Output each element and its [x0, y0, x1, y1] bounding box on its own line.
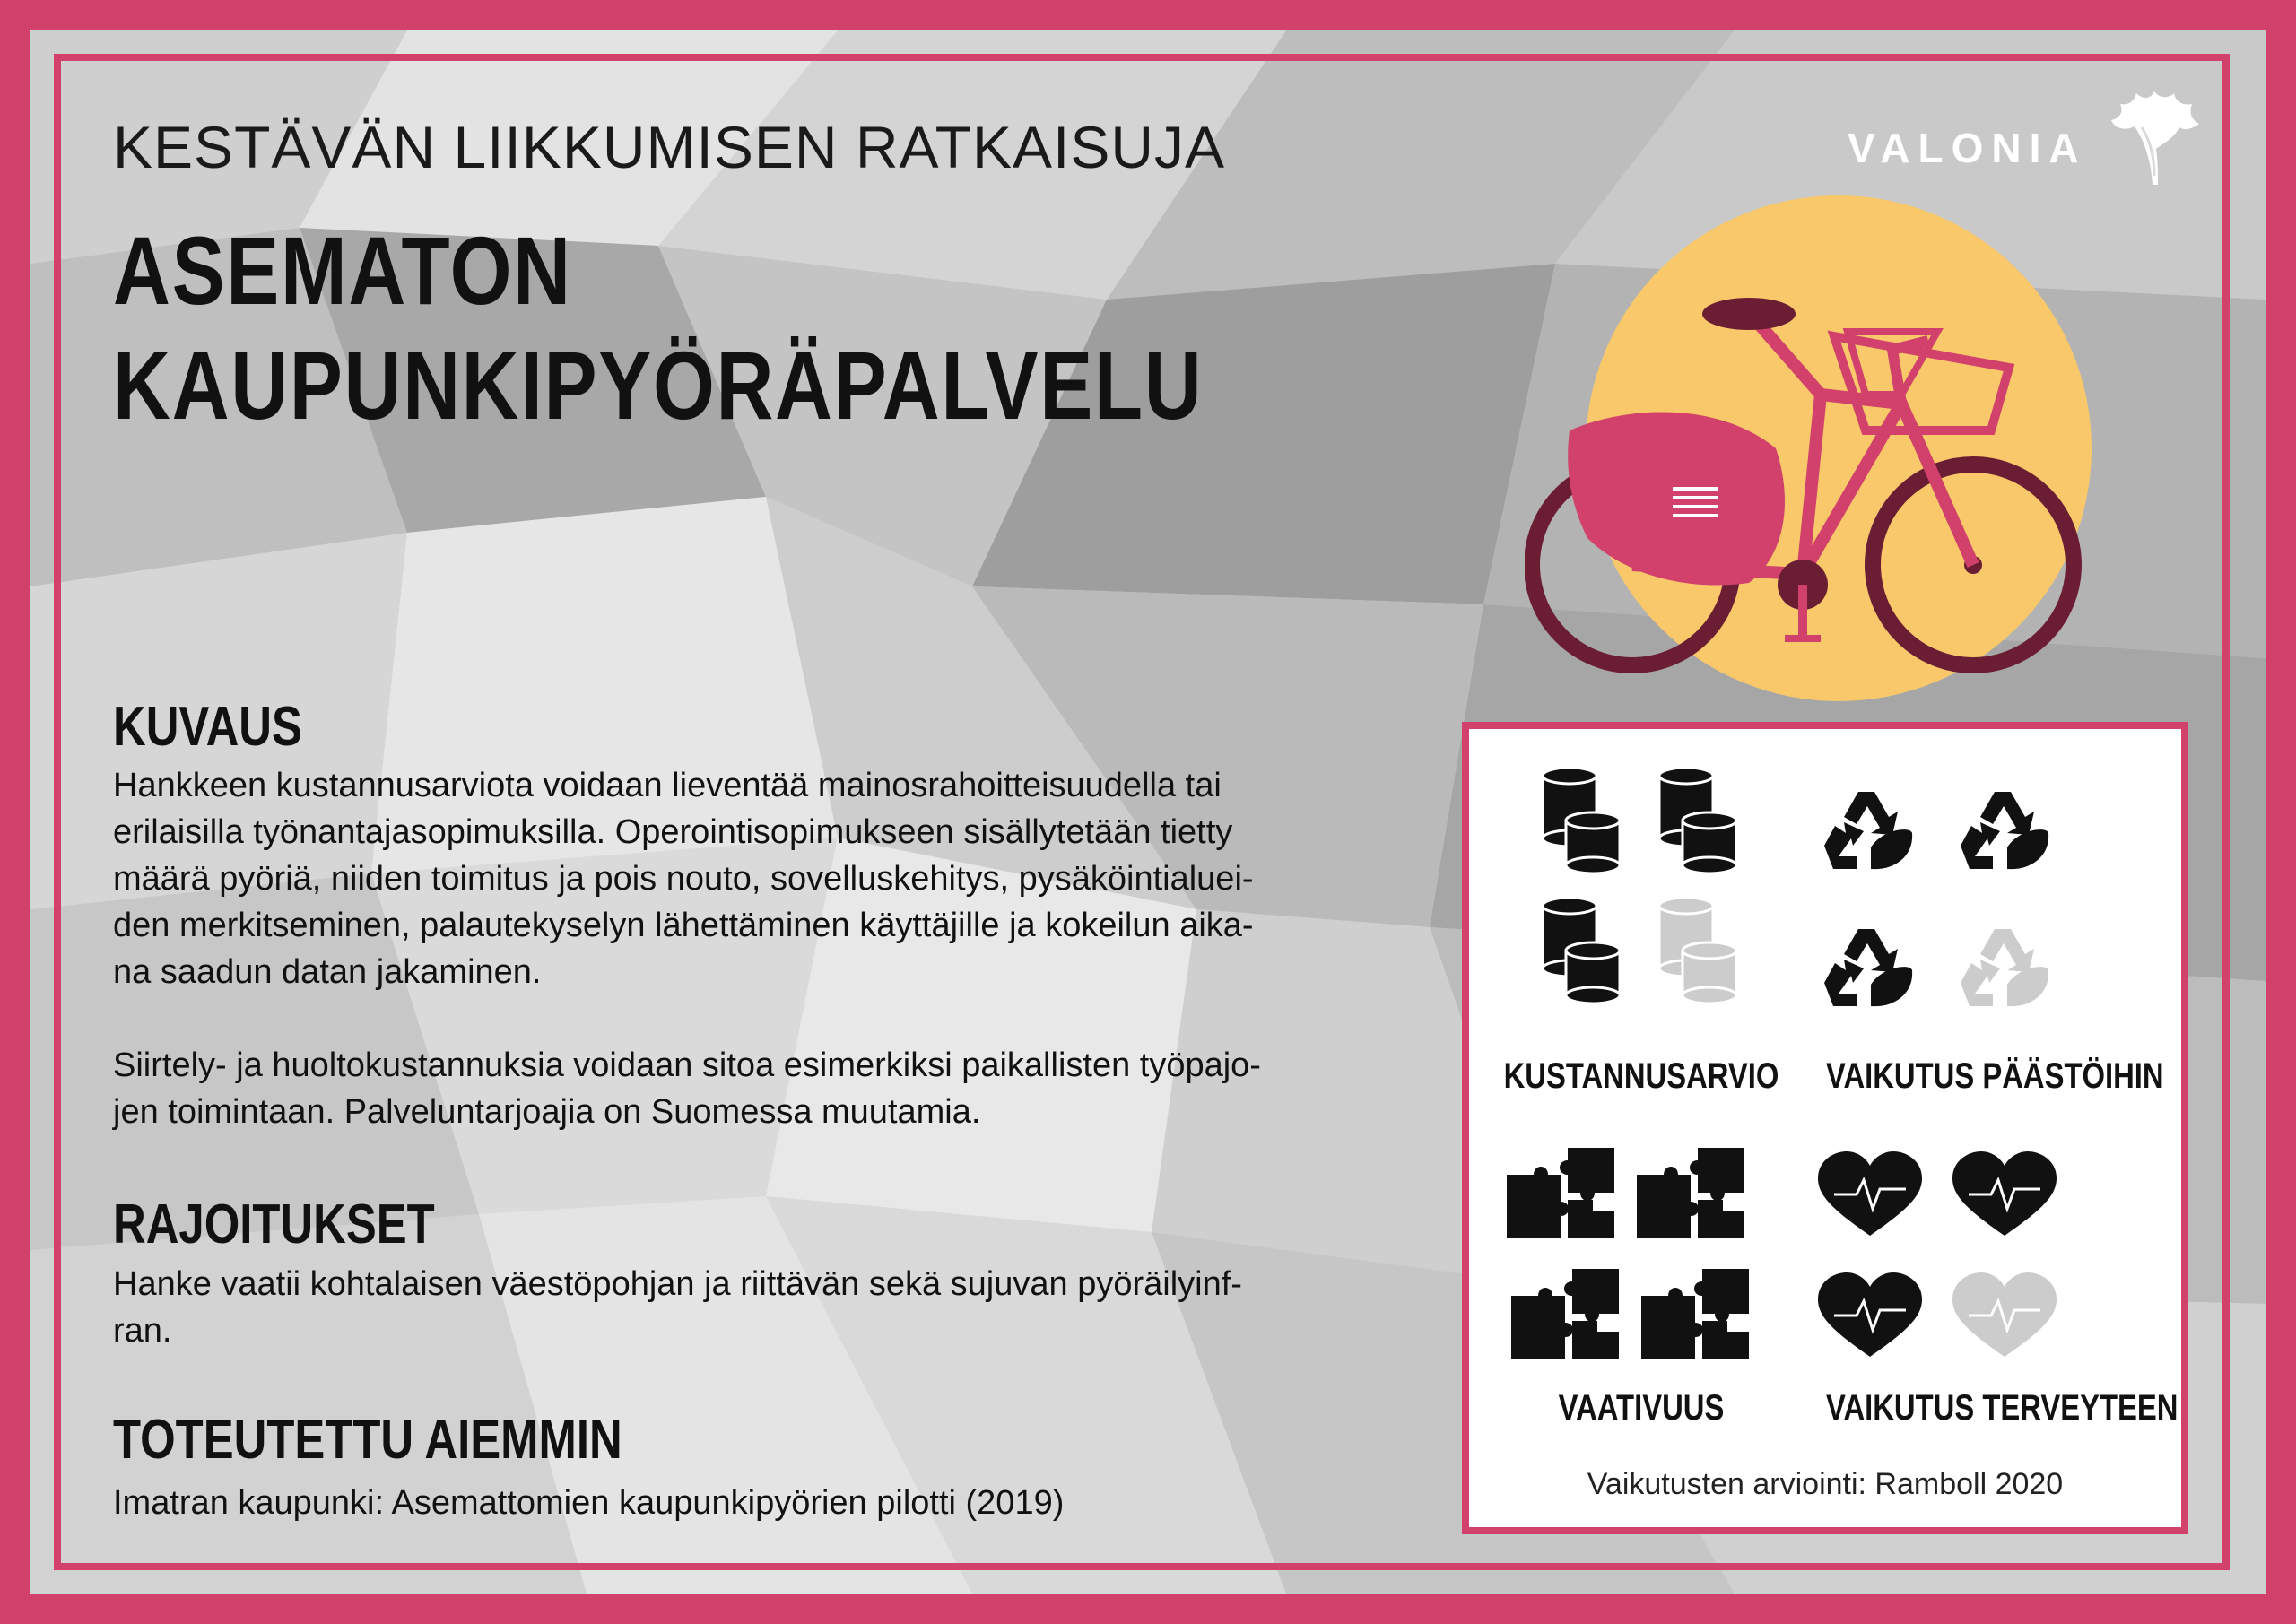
rating-label-terveys: VAIKUTUS TERVEYTEEN [1826, 1388, 2179, 1428]
rating-label-paastot: VAIKUTUS PÄÄSTÖIHIN [1826, 1056, 2164, 1096]
section-heading-rajoitukset: RAJOITUKSET [113, 1194, 435, 1255]
coins-icon-inactive [1659, 898, 1736, 1003]
title-line-1: ASEMATON [113, 216, 572, 325]
rating-label-kustannusarvio: KUSTANNUSARVIO [1503, 1056, 1779, 1096]
title-line-2: KAUPUNKIPYÖRÄPALVELU [113, 331, 1204, 439]
section-text-kuvaus: Hankkeen kustannusarviota voidaan lieventää mainosrahoitteisuudella tai erilaisilla työnantajasopimuksilla. Operointisopimukseen sisällytetään tietty määrä pyöriä, niiden toimitus ja pois nouto, sovelluskehitys, pysäköintialuei- den merkitseminen, palautekyselyn lähettäminen käyttäjille ja kokeilun aika- na saadun datan jakaminen. Siirtely- ja huoltokustannuksia voidaan sitoa esimerkiksi paikallisten työpajo- jen toimintaan. Palveluntarjoajia on Suomessa muutamia. [113, 767, 1261, 1131]
valonia-logo-text: VALONIA [1848, 125, 2087, 171]
oak-leaf-logo-icon [2099, 86, 2206, 194]
recycle-leaf-icon [1824, 792, 2048, 1006]
puzzle-icon [1507, 1148, 1749, 1359]
ratings-credit: Vaikutusten arviointi: Ramboll 2020 [1587, 1467, 2064, 1501]
section-heading-toteutettu: TOTEUTETTU AIEMMIN [113, 1409, 622, 1471]
section-heading-kuvaus: KUVAUS [113, 696, 302, 758]
section-text-rajoitukset: Hanke vaatii kohtalaisen väestöpohjan ja riittävän sekä sujuvan pyöräilyinf- ran. [113, 1265, 1242, 1350]
bicycle-illustration [1525, 179, 2135, 717]
recycle-leaf-icon-inactive [1961, 929, 2048, 1006]
kicker-title: KESTÄVÄN LIIKKUMISEN RATKAISUJA [113, 114, 1226, 180]
heart-pulse-icon-inactive [1952, 1272, 2057, 1357]
page-title [113, 213, 1203, 443]
rating-label-vaativuus: VAATIVUUS [1558, 1388, 1725, 1428]
section-text-toteutettu: Imatran kaupunki: Asemattomien kaupunkipyörien pilotti (2019) [113, 1484, 1065, 1522]
